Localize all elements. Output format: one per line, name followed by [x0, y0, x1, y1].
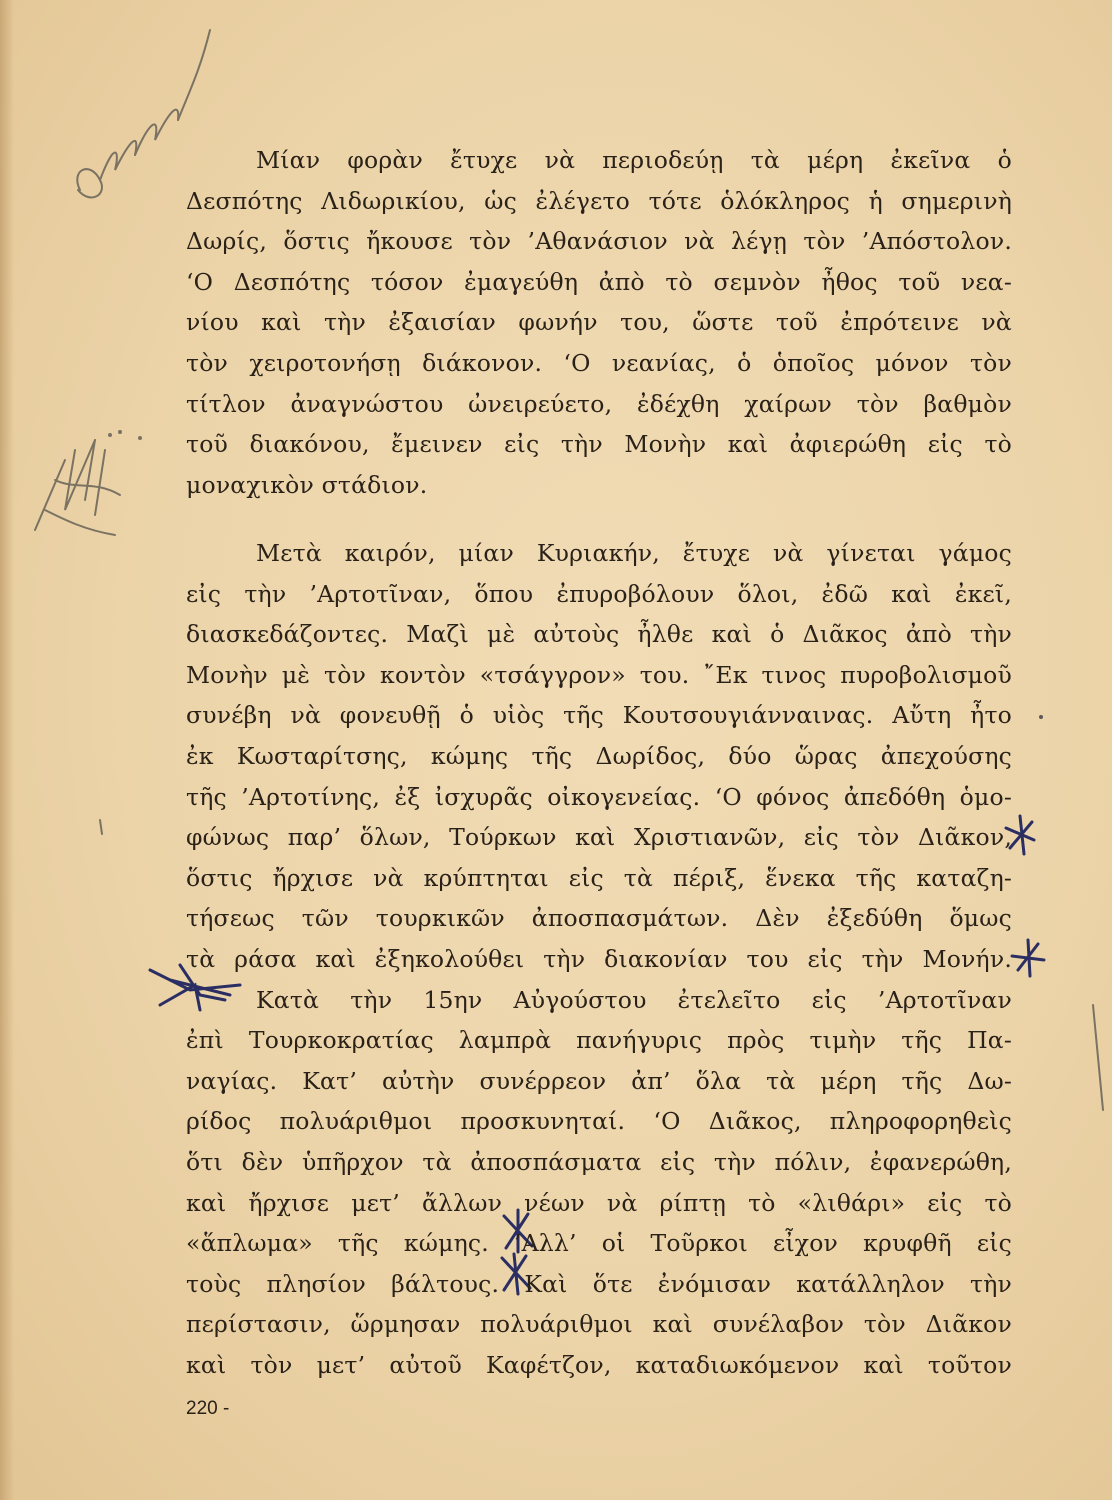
- text-line: τὸν χειροτονήσῃ διάκονον. ‘Ο νεανίας, ὁ ὁποῖος μόνον τὸν: [186, 348, 1012, 377]
- text-line: καὶ ἤρχισε μετ’ ἄλλων νέων νὰ ρίπτῃ τὸ «λιθάρι» εἰς τὸ: [186, 1188, 1012, 1217]
- text-line: τῆς ’Αρτοτίνης, ἐξ ἰσχυρᾶς οἰκογενείας. ‘Ο φόνος ἀπεδόθη ὁμο-: [186, 782, 1012, 811]
- text-line: Δεσπότης Λιδωρικίου, ὡς ἐλέγετο τότε ὁλόκληρος ἡ σημερινὴ: [186, 186, 1012, 215]
- text-line: Μονὴν μὲ τὸν κοντὸν «τσάγγρον» του. ῎Εκ τινος πυροβολισμοῦ: [186, 660, 1012, 689]
- text-line: τὰ ράσα καὶ ἐξηκολούθει τὴν διακονίαν του εἰς τὴν Μονήν.: [186, 944, 1012, 973]
- text-line: μοναχικὸν στάδιον.: [186, 470, 428, 499]
- pencil-scribble-mid-left: [25, 420, 145, 550]
- page-edge-shadow: [0, 0, 14, 1500]
- pen-star-mark-right-2: [1008, 936, 1048, 982]
- text-line: νίου καὶ τὴν ἐξαισίαν φωνήν του, ὥστε τοῦ ἐπρότεινε νὰ: [186, 308, 1012, 337]
- text-line: ρίδος πολυάριθμοι προσκυνηταί. ‘Ο Διᾶκος, πληροφορηθεὶς: [186, 1107, 1012, 1136]
- paragraph-2: [186, 533, 1012, 1385]
- paragraph-1: [186, 140, 1012, 505]
- text-line: τίτλον ἀναγνώστου ὠνειρεύετο, ἐδέχθη χαίρων τὸν βαθμὸν: [186, 389, 1012, 418]
- text-line: διασκεδάζοντες. Μαζὶ μὲ αὐτοὺς ἦλθε καὶ ὁ Διᾶκος ἀπὸ τὴν: [186, 620, 1012, 649]
- text-line: ἐκ Κωσταρίτσης, κώμης τῆς Δωρίδος, δύο ὥρας ἀπεχούσης: [186, 741, 1012, 770]
- pencil-line-right-edge: [1088, 1000, 1108, 1120]
- text-line: Μίαν φορὰν ἔτυχε νὰ περιοδεύῃ τὰ μέρη ἐκεῖνα ὁ: [256, 146, 1012, 174]
- text-line: Δωρίς, ὅστις ἤκουσε τὸν ’Αθανάσιον νὰ λέγῃ τὸν ’Απόστολον.: [186, 227, 1012, 256]
- text-line: τοὺς πλησίον βάλτους. Καὶ ὅτε ἐνόμισαν κατάλληλον τὴν: [186, 1269, 1012, 1298]
- text-line: «ἅπλωμα» τῆς κώμης. ’Αλλ’ οἱ Τοῦρκοι εἶχον κρυφθῆ εἰς: [186, 1229, 1012, 1258]
- page-number: 220 -: [186, 1398, 230, 1419]
- text-line: συνέβη νὰ φονευθῇ ὁ υἱὸς τῆς Κουτσουγιάνναινας. Αὔτη ἦτο: [186, 701, 1012, 730]
- text-line: τοῦ διακόνου, ἔμεινεν εἰς τὴν Μονὴν καὶ ἀφιερώθη εἰς τὸ: [186, 430, 1012, 459]
- pencil-dot-right: [1036, 712, 1046, 722]
- text-line: ναγίας. Κατ’ αὐτὴν συνέρρεον ἀπ’ ὅλα τὰ μέρη τῆς Δω-: [186, 1066, 1012, 1095]
- text-line: εἰς τὴν ’Αρτοτῖναν, ὅπου ἐπυροβόλουν ὅλοι, ἐδῶ καὶ ἐκεῖ,: [186, 579, 1012, 608]
- text-line: Κατὰ τὴν 15ην Αὐγούστου ἐτελεῖτο εἰς ’Αρτοτῖναν: [256, 985, 1012, 1014]
- text-line: ‘Ο Δεσπότης τόσον ἐμαγεύθη ἀπὸ τὸ σεμνὸν ἦθος τοῦ νεα-: [186, 267, 1012, 296]
- text-line: ἐπὶ Τουρκοκρατίας λαμπρὰ πανήγυρις πρὸς τιμὴν τῆς Πα-: [186, 1026, 1012, 1055]
- text-line: τήσεως τῶν τουρκικῶν ἀποσπασμάτων. Δὲν ἐξεδύθη ὅμως: [186, 904, 1012, 933]
- text-line: καὶ τὸν μετ’ αὐτοῦ Καφέτζον, καταδιωκόμενον καὶ τοῦτον: [186, 1350, 1012, 1379]
- pencil-dot-left: [95, 818, 107, 838]
- text-line: Μετὰ καιρόν, μίαν Κυριακήν, ἔτυχε νὰ γίνεται γάμος: [256, 539, 1012, 567]
- text-line: περίστασιν, ὥρμησαν πολυάριθμοι καὶ συνέλαβον τὸν Διᾶκον: [186, 1310, 1012, 1339]
- text-line: ὅστις ἤρχισε νὰ κρύπτηται εἰς τὰ πέριξ, ἕνεκα τῆς καταζη-: [186, 863, 1012, 892]
- text-line: ὅτι δὲν ὑπῆρχον τὰ ἀποσπάσματα εἰς τὴν πόλιν, ἐφανερώθη,: [186, 1147, 1012, 1176]
- text-line: φώνως παρ’ ὅλων, Τούρκων καὶ Χριστιανῶν, εἰς τὸν Διᾶκον,: [186, 823, 1012, 852]
